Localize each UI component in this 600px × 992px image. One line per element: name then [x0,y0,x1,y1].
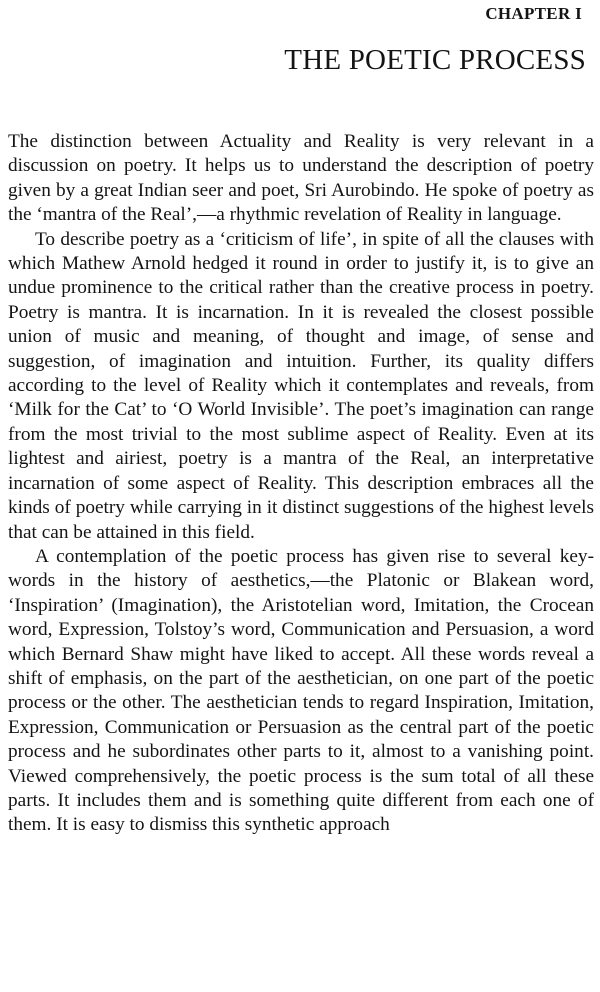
chapter-label: CHAPTER I [485,4,582,23]
paragraph-1: The distinction between Actuality and Reality is very relevant in a discussion on poetry. It helps us to understand the description of poetry given by a great Indian seer and poet, Sri Aurobindo. He spoke of poetry as the ‘mantra of the Real’,—a rhythmic revelation of Reality in language. [8,131,594,226]
paragraph-2: To describe poetry as a ‘criticism of life’, in spite of all the clauses with which Mathew Arnold hedged it round in order to justify it, is to give an undue prominence to the critical rather than the creative process in poetry. Poetry is mantra. It is incarnation. In it is revealed the closest possible union of music and meaning, of thought and image, of sense and suggestion, of imagination and intuition. Further, its quality differs according to the level of Reality which it contemplates and reveals, from ‘Milk for the Cat’ to ‘O World Invisible’. The poet’s imagination can range from the most trivial to the most sublime aspect of Reality. Even at its lightest and airiest, poetry is a mantra of the Real, an interpretative incarnation of some aspect of Reality. This description embraces all the kinds of poetry while carrying in it distinct suggestions of the highest levels that can be attained in this field. [8,228,594,543]
paragraph-3: A contemplation of the poetic process has given rise to several key-words in the history of aesthetics,—the Platonic or Blakean word, ‘Inspiration’ (Imagination), the Aristotelian word, Imitation, the Crocean word, Expression, Tolstoy’s word, Communication and Persuasion, a word which Bernard Shaw might have liked to accept. All these words reveal a shift of emphasis, on the part of the aesthetician, on one part of the poetic process or the other. The aesthetician tends to regard Inspiration, Imitation, Expression, Communication or Persuasion as the central part of the poetic process and he subordinates other parts to it, almost to a vanishing point. Viewed comprehensively, the poetic process is the sum total of all these parts. It includes them and is something quite different from each one of them. It is easy to dismiss this synthetic approach [8,545,594,836]
chapter-title: THE POETIC PROCESS [284,44,586,76]
body-text [8,130,594,838]
